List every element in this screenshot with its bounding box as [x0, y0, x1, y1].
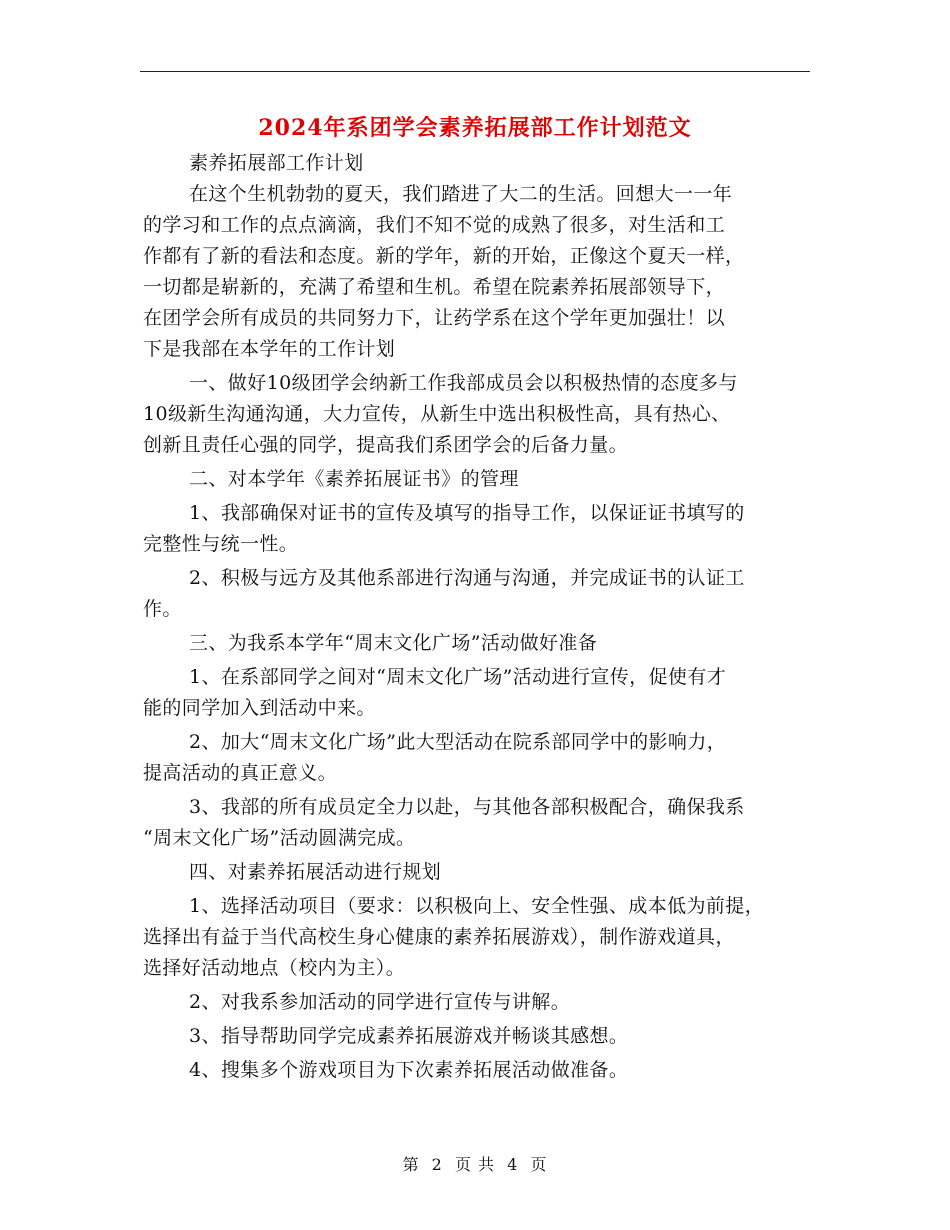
section-heading: 二、对本学年《素养拓展证书》的管理 — [189, 468, 519, 490]
document-body — [143, 148, 813, 1086]
paragraph-line: 2、积极与远方及其他系部进行沟通与沟通，并完成证书的认证工 — [189, 567, 745, 589]
paragraph-line: 完整性与统一性。 — [143, 533, 299, 555]
paragraph-line: 3、指导帮助同学完成素养拓展游戏并畅谈其感想。 — [189, 1025, 629, 1047]
paragraph-line: 的学习和工作的点点滴滴，我们不知不觉的成熟了很多，对生活和工 — [143, 214, 726, 236]
paragraph-line: 一切都是崭新的，充满了希望和生机。希望在院素养拓展部领导下， — [143, 276, 726, 298]
paragraph-line: 提高活动的真正意义。 — [143, 762, 338, 784]
paragraph-line: 2、对我系参加活动的同学进行宣传与讲解。 — [189, 991, 571, 1013]
footer-prefix: 第 — [402, 1155, 420, 1174]
paragraph-line: 一、做好10级团学会纳新工作我部成员会以积极热情的态度多与 — [189, 372, 738, 394]
paragraph-line: 在团学会所有成员的共同努力下，让药学系在这个学年更加强壮！以 — [143, 307, 726, 329]
paragraph-line: 在这个生机勃勃的夏天，我们踏进了大二的生活。回想大一一年 — [189, 183, 733, 205]
footer-suffix: 页 — [530, 1155, 548, 1174]
paragraph-line: 3、我部的所有成员定全力以赴，与其他各部积极配合，确保我系 — [189, 796, 745, 818]
page-footer — [0, 1153, 950, 1177]
footer-middle: 页 共 — [454, 1155, 496, 1174]
paragraph-line: 1、选择活动项目（要求：以积极向上、安全性强、成本低为前提， — [189, 895, 765, 917]
paragraph-line: 作都有了新的看法和态度。新的学年，新的开始，正像这个夏天一样， — [143, 245, 745, 267]
paragraph-line: 4、搜集多个游戏项目为下次素养拓展活动做准备。 — [189, 1059, 629, 1081]
paragraph-line: 下是我部在本学年的工作计划 — [143, 338, 396, 360]
paragraph-line: 10级新生沟通沟通，大力宣传，从新生中选出积极性高，具有热心、 — [143, 403, 731, 425]
total-pages: 4 — [507, 1155, 519, 1174]
paragraph-line: 选择好活动地点（校内为主）。 — [143, 957, 406, 979]
paragraph-line: “周末文化广场”活动圆满完成。 — [143, 827, 416, 849]
paragraph-line: 作。 — [143, 598, 182, 620]
paragraph-line: 2、加大“周末文化广场”此大型活动在院系部同学中的影响力， — [189, 731, 727, 753]
section-heading: 四、对素养拓展活动进行规划 — [189, 861, 442, 883]
section-heading: 素养拓展部工作计划 — [189, 152, 364, 174]
section-heading: 三、为我系本学年“周末文化广场”活动做好准备 — [189, 632, 598, 654]
current-page-number: 2 — [431, 1155, 443, 1174]
paragraph-line: 能的同学加入到活动中来。 — [143, 697, 376, 719]
header-rule — [140, 71, 810, 72]
paragraph-line: 1、我部确保对证书的宣传及填写的指导工作，以保证证书填写的 — [189, 502, 745, 524]
paragraph-line: 创新且责任心强的同学，提高我们系团学会的后备力量。 — [143, 434, 629, 456]
paragraph-line: 选择出有益于当代高校生身心健康的素养拓展游戏），制作游戏道具， — [143, 926, 735, 948]
paragraph-line: 1、在系部同学之间对“周末文化广场”活动进行宣传，促使有才 — [189, 666, 727, 688]
document-title: 2024年系团学会素养拓展部工作计划范文 — [258, 115, 692, 141]
